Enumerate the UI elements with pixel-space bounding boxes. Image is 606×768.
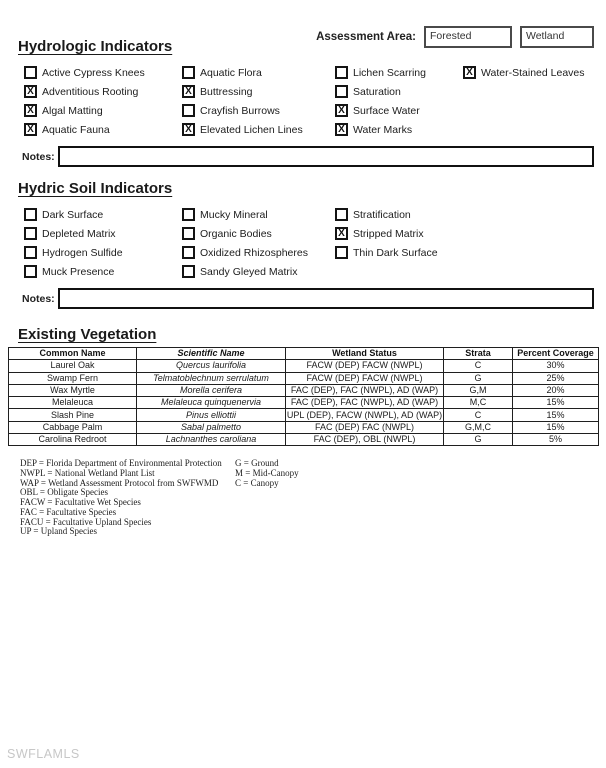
checkbox-label: Crayfish Burrows (200, 104, 280, 117)
veg-common-name: Carolina Redroot (9, 434, 137, 446)
checkbox[interactable] (335, 227, 348, 240)
veg-scientific-name: Lachnanthes caroliana (137, 434, 286, 446)
veg-strata: C (444, 409, 513, 421)
checkbox-label: Elevated Lichen Lines (200, 123, 303, 136)
checkbox[interactable] (463, 66, 476, 79)
checkbox-item (24, 262, 182, 281)
legend-line: NWPL = National Wetland Plant List (20, 468, 155, 479)
checkbox-item (335, 101, 463, 120)
checkbox-label: Sandy Gleyed Matrix (200, 265, 298, 278)
legend-right-column (235, 459, 299, 537)
legend-line: OBL = Obligate Species (20, 487, 108, 498)
veg-wetland-status: UPL (DEP), FACW (NWPL), AD (WAP) (286, 409, 443, 420)
checkbox-item (24, 101, 182, 120)
table-row (9, 372, 599, 384)
veg-percent-coverage: 5% (513, 434, 599, 446)
table-row (9, 397, 599, 409)
checkbox[interactable] (24, 66, 37, 79)
checkbox-label: Active Cypress Knees (42, 66, 145, 79)
hydric-col-3 (335, 205, 606, 281)
notes-label: Notes: (22, 292, 55, 305)
checkbox-item (182, 205, 335, 224)
checkbox-label: Saturation (353, 85, 401, 98)
table-row (9, 384, 599, 396)
veg-wetland-status: FAC (DEP), FAC (NWPL), AD (WAP) (286, 397, 444, 409)
checkbox[interactable] (335, 123, 348, 136)
veg-scientific-name: Morella cerifera (137, 384, 286, 396)
hydrologic-col-3 (335, 63, 463, 139)
checkbox-label: Aquatic Flora (200, 66, 262, 79)
checkbox-label: Thin Dark Surface (353, 246, 438, 259)
table-header-row (9, 348, 599, 360)
veg-common-name: Melaleuca (9, 397, 137, 409)
veg-common-name: Wax Myrtle (9, 384, 137, 396)
veg-common-name: Slash Pine (9, 409, 137, 421)
checkbox-label: Hydrogen Sulfide (42, 246, 123, 259)
checkbox-label: Muck Presence (42, 265, 115, 278)
veg-wetland-status: FAC (DEP) FAC (NWPL) (286, 421, 444, 433)
legend-line: FACU = Facultative Upland Species (20, 516, 152, 527)
checkbox[interactable] (335, 66, 348, 79)
checkbox[interactable] (335, 246, 348, 259)
column-header-strata: Strata (444, 348, 513, 360)
veg-scientific-name: Sabal palmetto (137, 421, 286, 433)
checkbox-label: Stripped Matrix (353, 227, 424, 240)
legend-line: DEP = Florida Department of Environmental Protection (20, 458, 222, 469)
assessment-class-input[interactable]: Wetland (520, 26, 594, 48)
checkbox[interactable] (182, 246, 195, 259)
legend-left-column (20, 459, 235, 537)
veg-wetland-status: FAC (DEP), OBL (NWPL) (286, 434, 444, 446)
checkbox-item (24, 224, 182, 243)
veg-wetland-status: FAC (DEP), FAC (NWPL), AD (WAP) (286, 384, 444, 396)
legend-line: M = Mid-Canopy (235, 468, 299, 479)
checkbox-item (182, 224, 335, 243)
veg-percent-coverage: 20% (513, 384, 599, 396)
checkbox-label: Algal Matting (42, 104, 103, 117)
table-row (9, 421, 599, 433)
assessment-type-input[interactable]: Forested (424, 26, 512, 48)
veg-scientific-name: Pinus elliottii (137, 409, 286, 421)
checkbox-item (335, 82, 463, 101)
checkbox[interactable] (24, 123, 37, 136)
checkbox[interactable] (335, 104, 348, 117)
legend-line: UP = Upland Species (20, 526, 97, 537)
checkbox[interactable] (24, 227, 37, 240)
checkbox[interactable] (182, 265, 195, 278)
checkbox-label: Organic Bodies (200, 227, 272, 240)
checkbox-item (335, 120, 463, 139)
table-row (9, 360, 599, 372)
veg-common-name: Laurel Oak (9, 360, 137, 372)
hydrologic-indicators-title: Hydrologic Indicators (18, 38, 173, 55)
column-header-percent-coverage: Percent Coverage (513, 348, 599, 360)
checkbox-item (182, 243, 335, 262)
swflamls-watermark: SWFLAMLS (7, 747, 80, 761)
veg-strata: M,C (444, 397, 513, 409)
veg-strata: G (444, 434, 513, 446)
hydric-col-1 (24, 205, 182, 281)
checkbox-item (335, 224, 606, 243)
veg-wetland-status: FACW (DEP) FACW (NWPL) (286, 372, 444, 384)
veg-strata: G,M,C (444, 421, 513, 433)
checkbox-label: Mucky Mineral (200, 208, 268, 221)
checkbox-label: Aquatic Fauna (42, 123, 110, 136)
checkbox-item (335, 243, 606, 262)
veg-percent-coverage: 30% (513, 360, 599, 372)
veg-common-name: Swamp Fern (9, 372, 137, 384)
checkbox-label: Dark Surface (42, 208, 104, 221)
checkbox-label: Water-Stained Leaves (481, 66, 585, 79)
checkbox-label: Surface Water (353, 104, 420, 117)
assessment-area (316, 26, 594, 48)
checkbox-label: Depleted Matrix (42, 227, 116, 240)
legend-line: G = Ground (235, 458, 279, 469)
checkbox[interactable] (24, 265, 37, 278)
checkbox[interactable] (182, 66, 195, 79)
column-header-wetland-status: Wetland Status (286, 348, 444, 360)
veg-percent-coverage: 15% (513, 409, 599, 421)
hydric-notes-row (22, 288, 594, 309)
checkbox-label: Lichen Scarring (353, 66, 426, 79)
veg-scientific-name: Quercus laurifolia (137, 360, 286, 372)
column-header-common-name: Common Name (9, 348, 137, 360)
checkbox[interactable] (335, 208, 348, 221)
hydric-notes-input[interactable] (58, 288, 594, 309)
legend-line: WAP = Wetland Assessment Protocol from SWFWMD (20, 477, 219, 488)
hydrologic-notes-row (22, 146, 594, 167)
checkbox-item (335, 63, 463, 82)
veg-scientific-name: Melaleuca quinquenervia (137, 397, 286, 409)
veg-strata: G (444, 372, 513, 384)
checkbox-item (24, 205, 182, 224)
checkbox-item (463, 63, 606, 82)
checkbox[interactable] (335, 85, 348, 98)
veg-strata: G,M (444, 384, 513, 396)
veg-percent-coverage: 25% (513, 372, 599, 384)
hydrologic-notes-input[interactable] (58, 146, 594, 167)
column-header-scientific-name: Scientific Name (137, 348, 286, 360)
hydrologic-col-4 (463, 63, 606, 139)
checkbox-label: Water Marks (353, 123, 413, 136)
checkbox[interactable] (182, 104, 195, 117)
checkbox-item (24, 120, 182, 139)
notes-label: Notes: (22, 150, 55, 163)
checkbox[interactable] (24, 85, 37, 98)
checkbox-item (182, 101, 335, 120)
checkbox-label: Stratification (353, 208, 411, 221)
checkbox-item (24, 63, 182, 82)
checkbox-item (335, 205, 606, 224)
checkbox-item (24, 243, 182, 262)
veg-common-name: Cabbage Palm (9, 421, 137, 433)
hydric-col-2 (182, 205, 335, 281)
legend-line: C = Canopy (235, 477, 279, 488)
checkbox[interactable] (182, 85, 195, 98)
abbreviation-legend (20, 459, 606, 537)
hydric-checkbox-grid (24, 205, 606, 281)
checkbox-item (24, 82, 182, 101)
vegetation-table (8, 347, 599, 446)
veg-percent-coverage: 15% (513, 421, 599, 433)
hydric-soil-indicators-title: Hydric Soil Indicators (18, 180, 173, 197)
veg-wetland-status: FACW (DEP) FACW (NWPL) (286, 360, 444, 372)
legend-line: FAC = Facultative Species (20, 506, 117, 517)
checkbox[interactable] (24, 246, 37, 259)
checkbox-label: Buttressing (200, 85, 253, 98)
checkbox[interactable] (182, 208, 195, 221)
checkbox[interactable] (24, 208, 37, 221)
checkbox-label: Adventitious Rooting (42, 85, 139, 98)
legend-line: FACW = Facultative Wet Species (20, 497, 141, 508)
assessment-area-label: Assessment Area: (316, 31, 416, 43)
veg-percent-coverage: 15% (513, 397, 599, 409)
checkbox-label: Oxidized Rhizospheres (200, 246, 308, 259)
checkbox[interactable] (182, 227, 195, 240)
hydrologic-checkbox-grid (24, 63, 606, 139)
table-row (9, 434, 599, 446)
table-row (9, 409, 599, 421)
veg-strata: C (444, 360, 513, 372)
checkbox[interactable] (24, 104, 37, 117)
hydrologic-col-2 (182, 63, 335, 139)
existing-vegetation-title: Existing Vegetation (18, 326, 157, 343)
checkbox-item (182, 262, 335, 281)
checkbox-item (182, 120, 335, 139)
checkbox-item (182, 63, 335, 82)
checkbox-item (182, 82, 335, 101)
hydrologic-col-1 (24, 63, 182, 139)
checkbox[interactable] (182, 123, 195, 136)
veg-scientific-name: Telmatoblechnum serrulatum (137, 372, 286, 384)
